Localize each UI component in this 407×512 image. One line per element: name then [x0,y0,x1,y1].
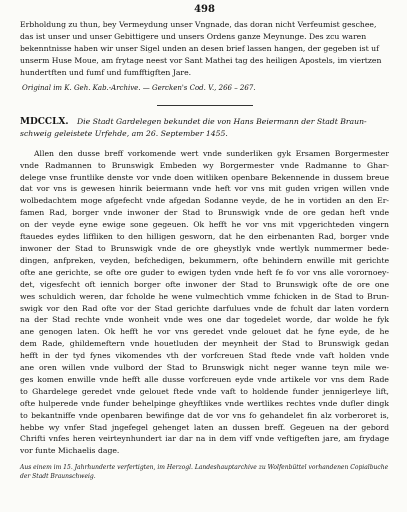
footnote-line: Aus einem im 15. Jahrhunderte verfertigten, im Herzogl. Landeshauptarchive zu Wolfenbüttel vorhandenen Copialbuche [20,464,389,472]
preceding-document-text [20,19,389,79]
body-line: wolbedachtem moge afgefecht vnde afgedan Sodanne veyde, de he in vortiden an den Er- [20,196,389,206]
text-line: das ist unser und unser Gebittigere und unsers Ordens ganze Meynunge. Des zcu waren [20,31,367,41]
body-line: wes schuldich weren, dar fcholde he wene vulmechtich vmme fchicken in de Stad to Brun- [20,291,389,301]
body-line: na der Stad rechte vnde wonheit vnde wes one dar togedelet worde, dar wolde he fyk [20,315,389,325]
body-line: to bekantniffe vnde openbaren bewifinge dat de vor vns fo gehandelet fin alz vorberoret is, [20,410,389,420]
text-line: unserm Huse Moue, am frytage neest vor Sant Mathei tag des heiligen Apostels, im viertzen [20,55,382,65]
body-line: ftauedes eydes liffliken to den hilligen gesworn, dat he den eirbenanten Rad, borger vnde [20,232,389,242]
source-citation: Original im K. Geh. Kab.-Archive. — Gercken's Cod. V., 266 – 267. [22,83,256,92]
text-line: hundertften und fumf und fumfftigften Jare. [20,67,192,77]
body-line: Allen den dusse breff vorkomende wert vnde sunderliken gyk Ersamen Borgermester [34,148,389,158]
body-line: ofte ane gerichte, se ofte ore guder to ewigen tyden vnde heft fe fo vor vns alle vorornoey- [20,267,389,277]
body-line: to Ghardelege geredet vnde gelouet ftede vnde vaft to holdende funder jennigerleye lift, [20,386,389,396]
body-line: on der veyde eyne ewige sone gegeuen. Ok hefft he vor vns mit vpgerichteden vingern [20,220,389,230]
document-title-line: Die Stadt Gardelegen bekundet die von Hans Beiermann der Stadt Braun- [77,116,367,126]
body-line: ane genogen laten. Ok hefft he vor vns geredet vnde gelouet dat he fyne eyde, de he [20,327,389,337]
body-line: vor funte Michaelis dage. [20,446,120,456]
body-line: swigk vor den Rad ofte vor der Stad gerichte darfulues vnde de fchult dar laten vordern [20,303,389,313]
text-line: Erbholdung zu thun, bey Vermeydung unser Vngnade, das doran nicht Verfeumist geschee, [20,20,377,29]
body-line: dem Rade, ghildemeftern vnde houetluden der meynheit der Stad to Brunswigk gedan [20,339,389,349]
body-line: hebbe wy vnfer Stad jngefegel gehenget laten an dussen breff. Gegeuen na der gebord [20,422,389,432]
body-line: dat vor vns is gewesen hinrik beiermann vnde heft vor vns mit guden vrigen willen vnde [20,184,389,194]
body-line: det, vigesfecht oft iennich borger ofte inwoner der Stad to Brunswigk ofte de ore one [20,279,389,289]
footnote [20,463,389,481]
body-line: Chrifti vnfes heren veirteynhundert iar dar na in dem viff vnde veftigeften jare, am frydage [20,434,389,444]
body-line: vnde Radmannen to Brunswigk Embeden wy Borgermester vnde Radmanne to Ghar- [20,160,389,170]
body-line: ofte hulperede vnde funder behelpinge gheyftlikes vnde wertlikes rechtes vnde dufler dingk [20,398,389,408]
body-line: inwoner der Stad to Brunswigk vnde de ore gheystlyk vnde wertlyk nummermer bede- [20,243,389,253]
body-line: hefft in der tyd fynes vikomendes vth der vorfcreuen Stad ftede vnde vaft holden vnde [20,351,389,361]
body-line: ane oren willen vnde vulbord der Stad to Brunswigk nicht neger wanne teyn mile we- [20,363,389,373]
body-line: dingen, anfpreken, veyden, befchedigen, bekummern, ofte behindern enwille mit gerichte [20,255,389,265]
document-page [20,4,389,481]
body-line: delege vnse fruntlike denste vor vnde doen witliken openbare Bekennende in dussem breue [20,172,389,182]
footnote-line: der Stadt Braunschweig. [20,473,96,481]
page-number: 498 [194,4,215,15]
document-body [20,148,389,458]
text-line: bekenntnisse haben wir unser Sigel unden an desen brief lassen hangen, der gegeben ist uf [20,43,379,53]
document-heading [20,116,389,140]
document-number: MDCCLX. [20,116,69,127]
section-divider [157,105,253,106]
document-title-line: schweig geleistete Urfehde, am 26. September 1455. [20,129,228,139]
body-line: famen Rad, borger vnde inwoner der Stad to Brunswigk vnde de ore gedan heft vnde [20,208,389,218]
body-line: ges komen enwille vnde hefft alle dusse vorfcreuen eyde vnde artikele vor vns dem Rade [20,374,389,384]
